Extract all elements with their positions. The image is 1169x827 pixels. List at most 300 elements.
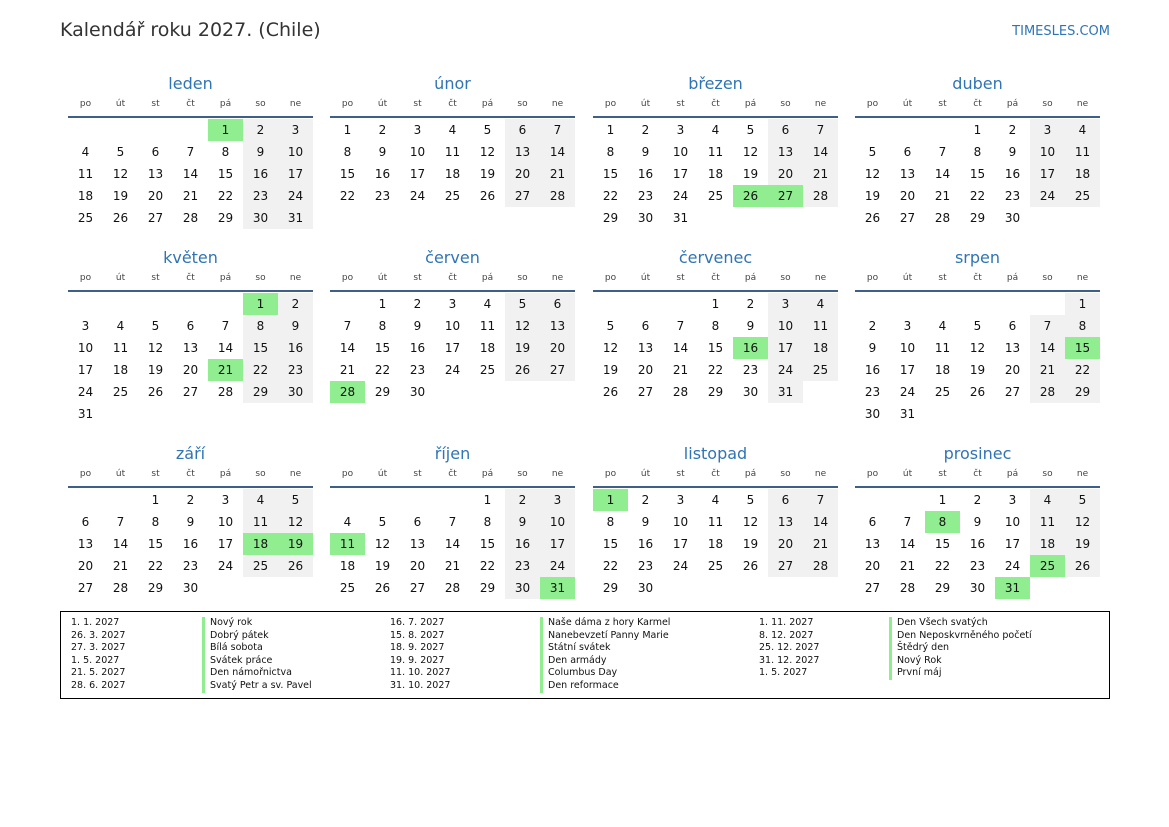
week-row <box>855 119 1100 141</box>
day: 5 <box>116 145 125 159</box>
empty-day <box>103 293 138 315</box>
weekend-day: 28 <box>1030 381 1065 403</box>
month-1 <box>68 73 313 229</box>
legend-date: 26. 3. 2027 <box>71 629 126 641</box>
day: 8 <box>343 145 352 159</box>
weekend-day: 14 <box>803 141 838 163</box>
day: 9 <box>973 515 982 529</box>
empty-day <box>960 293 995 315</box>
empty-day <box>365 489 400 511</box>
day: 5 <box>746 123 755 137</box>
weekday-label: st <box>676 469 685 479</box>
week-row <box>330 381 575 403</box>
day: 10 <box>672 145 689 159</box>
day: 18 <box>444 167 461 181</box>
weekend-day: 19 <box>505 337 540 359</box>
legend-name-column <box>202 617 312 693</box>
empty-day <box>243 577 278 599</box>
weekday-label: so <box>1042 469 1053 479</box>
month-name: prosinec <box>943 444 1012 463</box>
weekday-label: ne <box>814 469 827 479</box>
weekday-label: st <box>676 99 685 109</box>
day: 12 <box>112 167 129 181</box>
weekend-day: 23 <box>505 555 540 577</box>
day: 12 <box>602 341 619 355</box>
weekday-label: so <box>780 99 791 109</box>
day: 10 <box>444 319 461 333</box>
week-row <box>330 141 575 163</box>
weekday-label: út <box>377 469 388 479</box>
weekday-label: pá <box>219 469 232 479</box>
month-divider <box>68 486 313 488</box>
day: 22 <box>602 559 619 573</box>
day: 13 <box>899 167 916 181</box>
day: 7 <box>938 145 947 159</box>
day: 29 <box>602 581 619 595</box>
day: 22 <box>602 189 619 203</box>
empty-day <box>593 293 628 315</box>
weekend-day: 24 <box>1030 185 1065 207</box>
weekend-day: 20 <box>768 163 803 185</box>
day: 14 <box>112 537 129 551</box>
legend-date: 1. 11. 2027 <box>759 617 814 628</box>
month-name: únor <box>434 74 471 93</box>
day: 9 <box>413 319 422 333</box>
weekday-label: čt <box>973 469 982 479</box>
week-row <box>855 141 1100 163</box>
weekend-day: 21 <box>803 163 838 185</box>
week-row <box>330 511 575 533</box>
month-name: květen <box>163 248 218 267</box>
week-row <box>330 359 575 381</box>
day: 28 <box>217 385 234 399</box>
holiday-day: 19 <box>278 533 313 555</box>
weekday-label: čt <box>186 99 195 109</box>
week-row <box>855 337 1100 359</box>
weekend-day: 4 <box>1030 489 1065 511</box>
month-name: srpen <box>954 248 1001 267</box>
empty-day <box>470 381 505 403</box>
day: 9 <box>641 515 650 529</box>
weekend-day: 13 <box>768 141 803 163</box>
day: 2 <box>378 123 387 137</box>
empty-day <box>768 577 803 599</box>
week-row <box>593 555 838 577</box>
day: 13 <box>409 537 426 551</box>
day: 14 <box>934 167 951 181</box>
legend-name-column <box>540 617 670 693</box>
empty-day <box>995 403 1030 425</box>
weekday-label: so <box>517 273 528 283</box>
day: 16 <box>182 537 199 551</box>
day: 22 <box>217 189 234 203</box>
day: 29 <box>479 581 496 595</box>
empty-day <box>68 293 103 315</box>
day: 30 <box>969 581 986 595</box>
weekday-header <box>855 467 1100 486</box>
week-row <box>855 555 1100 577</box>
empty-day <box>278 403 313 425</box>
weekday-header <box>330 97 575 116</box>
week-row <box>68 359 313 381</box>
month-9 <box>68 443 313 599</box>
day: 5 <box>868 145 877 159</box>
empty-day <box>1030 403 1065 425</box>
weekday-label: čt <box>186 273 195 283</box>
weekend-day: 17 <box>540 533 575 555</box>
day: 20 <box>182 363 199 377</box>
day: 26 <box>112 211 129 225</box>
day: 21 <box>339 363 356 377</box>
weekend-day: 29 <box>243 381 278 403</box>
month-name: říjen <box>434 444 471 463</box>
day: 10 <box>217 515 234 529</box>
weekday-label: so <box>1042 99 1053 109</box>
week-row <box>68 337 313 359</box>
empty-day <box>1030 207 1065 229</box>
day: 8 <box>483 515 492 529</box>
day: 17 <box>672 537 689 551</box>
weekday-label: pá <box>481 469 494 479</box>
day: 30 <box>409 385 426 399</box>
weekend-day: 2 <box>278 293 313 315</box>
legend-date: 11. 10. 2027 <box>390 667 451 679</box>
weekend-day: 20 <box>540 337 575 359</box>
day: 8 <box>151 515 160 529</box>
day: 26 <box>742 559 759 573</box>
day: 19 <box>742 537 759 551</box>
empty-day <box>663 577 698 599</box>
day: 12 <box>969 341 986 355</box>
holiday-day: 11 <box>330 533 365 555</box>
weekend-day: 18 <box>1030 533 1065 555</box>
week-row <box>855 381 1100 403</box>
week-row <box>593 141 838 163</box>
holiday-day: 8 <box>925 511 960 533</box>
weekend-day: 24 <box>768 359 803 381</box>
day: 19 <box>374 559 391 573</box>
weekend-day: 20 <box>768 533 803 555</box>
week-row <box>330 555 575 577</box>
week-row <box>68 315 313 337</box>
day: 2 <box>413 297 422 311</box>
weekday-label: po <box>341 99 354 109</box>
day: 8 <box>606 515 615 529</box>
empty-day <box>103 489 138 511</box>
legend-date: 28. 6. 2027 <box>71 679 126 691</box>
legend-date: 31. 12. 2027 <box>759 654 820 666</box>
weekday-label: čt <box>448 273 457 283</box>
day: 12 <box>374 537 391 551</box>
legend-date: 1. 5. 2027 <box>759 667 808 679</box>
week-row <box>855 359 1100 381</box>
empty-day <box>173 293 208 315</box>
day: 9 <box>641 145 650 159</box>
legend-date: 16. 7. 2027 <box>390 617 445 628</box>
week-row <box>330 337 575 359</box>
weekend-day: 31 <box>768 381 803 403</box>
day: 30 <box>637 211 654 225</box>
day: 8 <box>221 145 230 159</box>
weekday-header <box>855 271 1100 290</box>
empty-day <box>733 577 768 599</box>
weekend-day: 4 <box>803 293 838 315</box>
day: 7 <box>221 319 230 333</box>
weekday-label: so <box>780 273 791 283</box>
weekend-day: 6 <box>768 489 803 511</box>
empty-day <box>243 403 278 425</box>
holiday-day: 21 <box>208 359 243 381</box>
weekday-label: po <box>866 273 879 283</box>
weekend-day: 6 <box>540 293 575 315</box>
day: 15 <box>374 341 391 355</box>
brand-link[interactable]: TIMESLES.COM <box>1012 24 1110 39</box>
day: 21 <box>899 559 916 573</box>
week-row <box>68 511 313 533</box>
day: 26 <box>147 385 164 399</box>
day: 20 <box>864 559 881 573</box>
week-row <box>593 293 838 315</box>
day: 17 <box>77 363 94 377</box>
day: 24 <box>409 189 426 203</box>
weekday-label: ne <box>551 273 564 283</box>
month-divider <box>855 116 1100 118</box>
day: 19 <box>479 167 496 181</box>
weekend-day: 30 <box>505 577 540 599</box>
day: 7 <box>448 515 457 529</box>
weekday-label: ne <box>1076 99 1089 109</box>
day: 24 <box>444 363 461 377</box>
legend-date: 21. 5. 2027 <box>71 667 126 679</box>
weekend-day: 21 <box>803 533 838 555</box>
day: 6 <box>903 145 912 159</box>
empty-day <box>925 403 960 425</box>
day: 14 <box>182 167 199 181</box>
day: 15 <box>602 167 619 181</box>
empty-day <box>925 119 960 141</box>
day: 14 <box>672 341 689 355</box>
day: 23 <box>374 189 391 203</box>
empty-day <box>173 403 208 425</box>
week-row <box>593 359 838 381</box>
empty-day <box>68 489 103 511</box>
day: 22 <box>374 363 391 377</box>
day: 20 <box>147 189 164 203</box>
empty-day <box>173 119 208 141</box>
day: 20 <box>409 559 426 573</box>
day: 19 <box>112 189 129 203</box>
week-row <box>330 315 575 337</box>
day: 25 <box>707 189 724 203</box>
weekend-day: 30 <box>243 207 278 229</box>
weekday-label: pá <box>744 273 757 283</box>
day: 4 <box>711 493 720 507</box>
weekend-day: 12 <box>1065 511 1100 533</box>
empty-day <box>1065 207 1100 229</box>
day: 7 <box>903 515 912 529</box>
empty-day <box>540 381 575 403</box>
holiday-day: 28 <box>330 381 365 403</box>
day: 9 <box>746 319 755 333</box>
holiday-day: 1 <box>243 293 278 315</box>
day: 10 <box>77 341 94 355</box>
week-row <box>330 163 575 185</box>
day: 28 <box>899 581 916 595</box>
holiday-day: 16 <box>733 337 768 359</box>
day: 18 <box>112 363 129 377</box>
weekday-header <box>593 97 838 116</box>
weekday-header <box>593 271 838 290</box>
legend-date-column <box>759 617 819 680</box>
week-row <box>68 163 313 185</box>
day: 1 <box>151 493 160 507</box>
day: 2 <box>868 319 877 333</box>
weekend-day: 22 <box>1065 359 1100 381</box>
empty-day <box>400 489 435 511</box>
weekday-label: pá <box>481 99 494 109</box>
empty-day <box>138 293 173 315</box>
weekday-label: út <box>377 273 388 283</box>
legend-holiday-name: Den reformace <box>540 680 670 693</box>
weekday-label: so <box>255 99 266 109</box>
weekend-day: 9 <box>243 141 278 163</box>
weekend-day: 28 <box>803 185 838 207</box>
legend-holiday-name: Naše dáma z hory Karmel <box>540 617 670 630</box>
day: 30 <box>637 581 654 595</box>
day: 13 <box>637 341 654 355</box>
day: 5 <box>483 123 492 137</box>
day: 28 <box>112 581 129 595</box>
weekday-label: po <box>866 99 879 109</box>
empty-day <box>1065 403 1100 425</box>
day: 16 <box>864 363 881 377</box>
day: 1 <box>711 297 720 311</box>
week-row <box>593 315 838 337</box>
day: 21 <box>672 363 689 377</box>
weekday-label: ne <box>289 273 302 283</box>
day: 27 <box>409 581 426 595</box>
week-row <box>68 555 313 577</box>
weekend-day: 10 <box>1030 141 1065 163</box>
weekend-day: 19 <box>1065 533 1100 555</box>
weekday-label: út <box>115 273 126 283</box>
empty-day <box>890 293 925 315</box>
day: 13 <box>1004 341 1021 355</box>
week-row <box>593 163 838 185</box>
weekend-day: 3 <box>278 119 313 141</box>
empty-day <box>855 119 890 141</box>
month-3 <box>593 73 838 229</box>
day: 19 <box>602 363 619 377</box>
day: 3 <box>903 319 912 333</box>
weekday-label: út <box>377 99 388 109</box>
day: 13 <box>182 341 199 355</box>
day: 27 <box>637 385 654 399</box>
day: 23 <box>182 559 199 573</box>
day: 18 <box>707 167 724 181</box>
legend-holiday-name: Den Všech svatých <box>889 617 1032 630</box>
day: 30 <box>864 407 881 421</box>
day: 7 <box>676 319 685 333</box>
empty-day <box>103 403 138 425</box>
day: 1 <box>938 493 947 507</box>
month-name: leden <box>168 74 213 93</box>
week-row <box>68 577 313 599</box>
empty-day <box>208 577 243 599</box>
week-row <box>68 403 313 425</box>
weekday-label: pá <box>219 273 232 283</box>
empty-day <box>138 403 173 425</box>
week-row <box>593 207 838 229</box>
weekend-day: 27 <box>540 359 575 381</box>
day: 25 <box>339 581 356 595</box>
day: 23 <box>1004 189 1021 203</box>
weekend-day: 17 <box>1030 163 1065 185</box>
day: 28 <box>444 581 461 595</box>
weekday-label: út <box>902 99 913 109</box>
day: 11 <box>707 145 724 159</box>
weekday-label: út <box>115 99 126 109</box>
weekend-day: 7 <box>540 119 575 141</box>
weekend-day: 2 <box>243 119 278 141</box>
weekday-label: čt <box>186 469 195 479</box>
week-row <box>855 489 1100 511</box>
legend-date: 8. 12. 2027 <box>759 629 814 641</box>
legend-holiday-name: Dobrý pátek <box>202 630 312 643</box>
weekday-label: út <box>640 99 651 109</box>
weekday-label: po <box>79 99 92 109</box>
day: 4 <box>448 123 457 137</box>
day: 6 <box>151 145 160 159</box>
legend-holiday-name: Státní svátek <box>540 642 670 655</box>
empty-day <box>890 489 925 511</box>
legend-holiday-name: Svátek práce <box>202 655 312 668</box>
month-divider <box>330 486 575 488</box>
weekend-day: 5 <box>505 293 540 315</box>
weekend-day: 16 <box>278 337 313 359</box>
day: 3 <box>448 297 457 311</box>
day: 16 <box>969 537 986 551</box>
empty-day <box>698 207 733 229</box>
weekend-day: 17 <box>768 337 803 359</box>
day: 3 <box>413 123 422 137</box>
week-row <box>330 293 575 315</box>
empty-day <box>733 207 768 229</box>
holiday-day: 31 <box>540 577 575 599</box>
day: 24 <box>1004 559 1021 573</box>
day: 13 <box>77 537 94 551</box>
day: 20 <box>77 559 94 573</box>
day: 27 <box>864 581 881 595</box>
day: 23 <box>864 385 881 399</box>
legend-date: 1. 5. 2027 <box>71 654 120 666</box>
legend-date: 25. 12. 2027 <box>759 642 820 654</box>
weekday-label: čt <box>448 99 457 109</box>
weekend-day: 26 <box>278 555 313 577</box>
legend-date: 31. 10. 2027 <box>390 679 451 691</box>
empty-day <box>208 403 243 425</box>
month-divider <box>593 486 838 488</box>
weekend-day: 20 <box>505 163 540 185</box>
day: 17 <box>409 167 426 181</box>
empty-day <box>698 577 733 599</box>
day: 27 <box>77 581 94 595</box>
day: 17 <box>899 363 916 377</box>
weekend-day: 8 <box>1065 315 1100 337</box>
day: 29 <box>217 211 234 225</box>
month-divider <box>330 116 575 118</box>
day: 11 <box>934 341 951 355</box>
